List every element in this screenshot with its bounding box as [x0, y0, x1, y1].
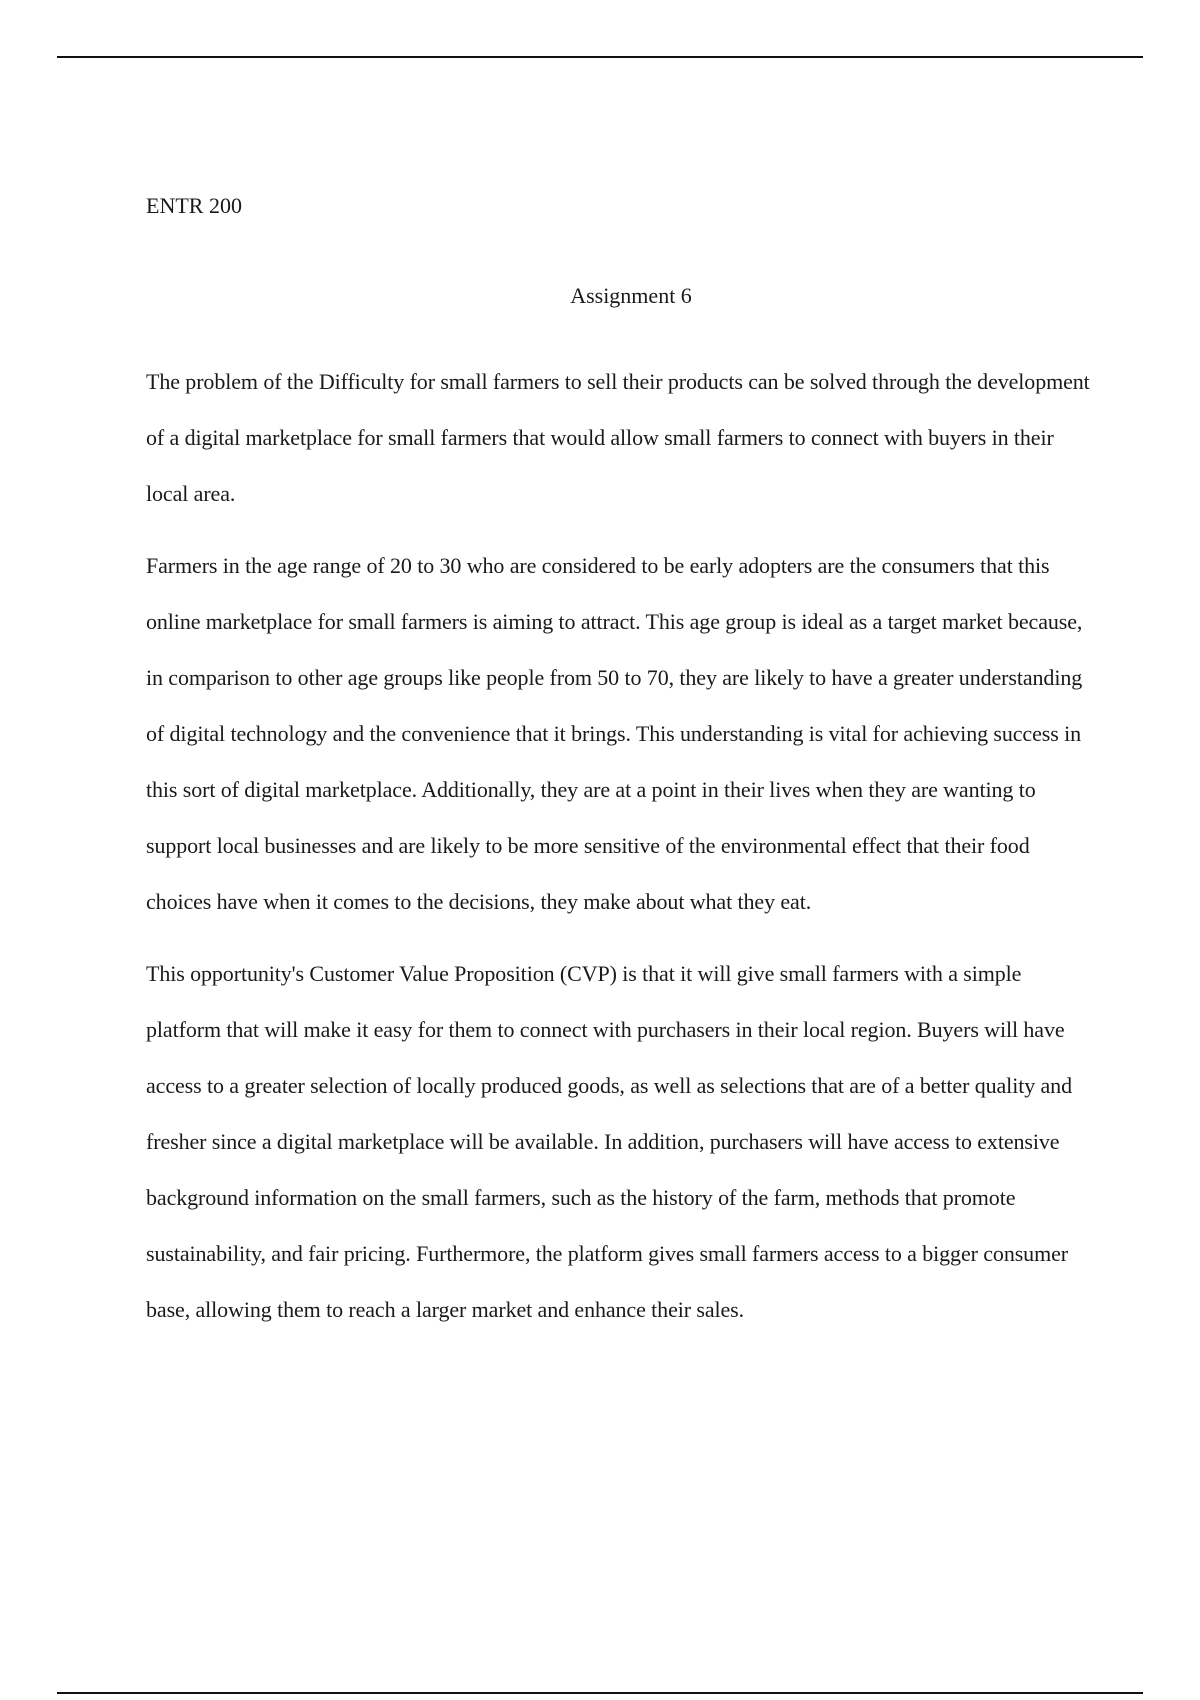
- assignment-title: Assignment 6: [570, 283, 692, 308]
- paragraph-problem: The problem of the Difficulty for small farmers to sell their products can be solved through the development of a digital marketplace for small farmers that would allow small farmers to connect with buyers in their local area.: [146, 369, 1090, 506]
- paragraph-value-proposition: This opportunity's Customer Value Proposition (CVP) is that it will give small farmers with a simple platform that will make it easy for them to connect with purchasers in their local region. Buyers will have access to a greater selection of locally produced goods, as well as selections that are of a better quality and fresher since a digital marketplace will be available. In addition, purchasers will have access to extensive background information on the small farmers, such as the history of the farm, methods that promote sustainability, and fair pricing. Furthermore, the platform gives small farmers access to a bigger consumer base, allowing them to reach a larger market and enhance their sales.: [146, 961, 1072, 1322]
- header-rule: [57, 56, 1143, 58]
- course-code: ENTR 200: [146, 193, 242, 218]
- document-page: [146, 190, 1096, 1338]
- footer-rule: [57, 1692, 1143, 1694]
- paragraph-target-market: Farmers in the age range of 20 to 30 who are considered to be early adopters are the consumers that this online marketplace for small farmers is aiming to attract. This age group is ideal as a target market because, in comparison to other age groups like people from 50 to 70, they are likely to have a greater understanding of digital technology and the convenience that it brings. This understanding is vital for achieving success in this sort of digital marketplace. Additionally, they are at a point in their lives when they are wanting to support local businesses and are likely to be more sensitive of the environmental effect that their food choices have when it comes to the decisions, they make about what they eat.: [146, 553, 1083, 914]
